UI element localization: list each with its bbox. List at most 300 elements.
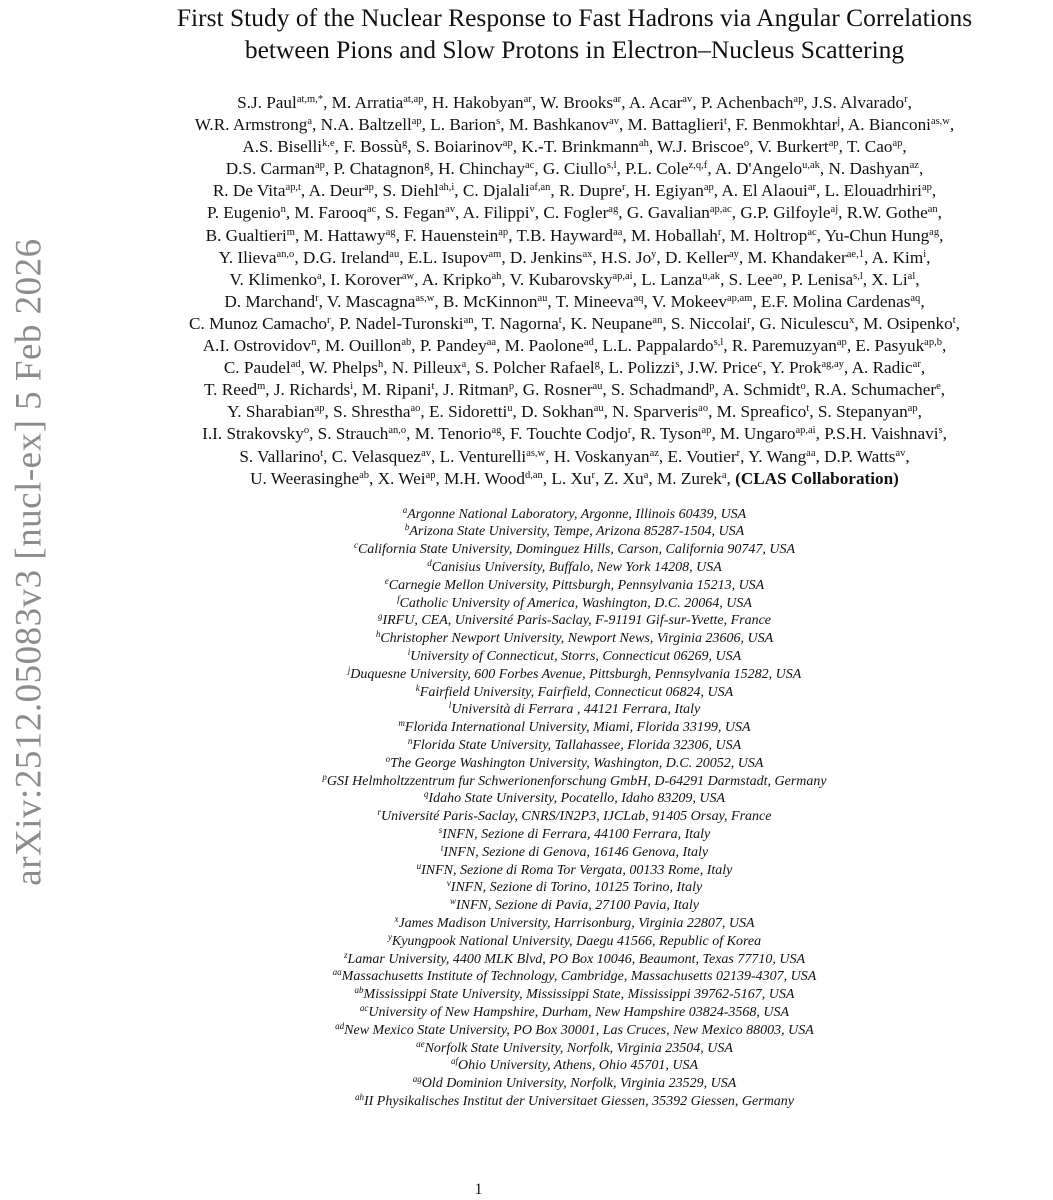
author-affiliation-marks: aq [633, 292, 644, 304]
author-entry: G.P. Gilfoyle$^{aj}$, [740, 203, 843, 223]
author-entry: P.S.H. Vaishnavi$^s$, [824, 424, 947, 444]
author-entry: C. Djalali$^{af,an}$, [462, 181, 555, 201]
author-name: S.J. Paul [237, 93, 297, 112]
author-entry: C. Munoz Camacho$^r$, [189, 313, 335, 333]
author-name: S. Vallarino [239, 446, 321, 466]
author-list [96, 92, 1053, 490]
author-entry: I.I. Strakovsky$^o$, [202, 424, 314, 444]
affiliation-key: n [407, 736, 413, 747]
author-name: P. Eugenio [207, 203, 281, 223]
author-entry: S. Lee$^{ao}$, [728, 269, 787, 289]
author-entry: R.A. Schumacher$^e$, [814, 380, 946, 400]
author-entry: M. Ouillon$^{ab}$, [324, 336, 416, 356]
author-name: C. Fogler [543, 203, 609, 223]
author-name: P.S.H. Vaishnavi [824, 424, 939, 444]
author-affiliation-marks: ag [929, 226, 940, 238]
author-entry: H. Chinchay$^{ac}$, [438, 159, 539, 179]
affiliation-item [96, 951, 1053, 969]
author-name: P. Pandey [419, 336, 487, 356]
author-name: L.L. Pappalardo [602, 336, 714, 356]
affiliation-item [96, 737, 1053, 755]
paper-title [96, 0, 1053, 66]
author-entry: C. Velasquez$^{av}$, [331, 446, 436, 466]
author-affiliation-marks: r [717, 226, 722, 238]
author-affiliation-marks: ao [698, 403, 709, 415]
author-name: I. Korover [330, 269, 402, 289]
author-affiliation-marks: an,o [276, 248, 295, 260]
author-entry: W.R. Armstrong$^a$, [194, 115, 317, 135]
author-affiliation-marks: ap [425, 469, 436, 481]
author-name: R. Dupre [559, 181, 623, 201]
author-entry: A.S. Biselli$^{k,e}$, [242, 137, 339, 157]
author-entry: A. El Alaoui$^{ar}$, [721, 181, 821, 201]
affiliation-text: Université Paris-Saclay, CNRS/IN2P3, IJCLab, 91405 Orsay, France [381, 809, 772, 825]
author-entry: M. Spreafico$^t$, [716, 402, 814, 422]
author-entry: C. Paudel$^{ad}$, [223, 358, 305, 378]
author-name: E.L. Isupov [407, 247, 489, 267]
author-entry: N. Pilleux$^a$, [391, 358, 471, 378]
author-entry: D.S. Carman$^{ap}$, [225, 159, 330, 179]
author-affiliation-marks: a [643, 469, 649, 481]
author-name: H. Voskanyan [553, 446, 650, 466]
author-affiliation-marks: a [461, 359, 467, 371]
author-affiliation-marks: aw [401, 270, 415, 282]
author-entry: R. Tyson$^{ap}$, [640, 424, 716, 444]
author-affiliation-marks: ao [772, 270, 783, 282]
author-affiliation-marks: p [709, 381, 715, 393]
author-affiliation-marks: o [743, 138, 750, 150]
author-name: B. McKinnon [442, 291, 538, 311]
author-entry: R. Paremuzyan$^{ap}$, [731, 336, 852, 356]
author-name: P. Chatagnon [333, 159, 425, 179]
affiliation-text: IRFU, CEA, Université Paris-Saclay, F-91191 Gif-sur-Yvette, France [382, 613, 772, 629]
author-name: E. Sidoretti [429, 402, 508, 422]
affiliation-key: ab [354, 985, 364, 996]
author-name: R. Paremuzyan [731, 336, 837, 356]
author-entry: N. Sparveris$^{ao}$, [612, 402, 713, 422]
affiliation-text: University of Connecticut, Storrs, Connecticut 06269, USA [410, 649, 742, 665]
author-affiliation-marks: t [724, 116, 727, 128]
affiliation-item [96, 630, 1053, 648]
author-affiliation-marks: an [652, 314, 663, 326]
author-affiliation-marks: ae,1 [846, 248, 864, 260]
author-name: L. Elouadrhiri [824, 181, 922, 201]
author-affiliation-marks: c [757, 359, 763, 371]
author-affiliation-marks: av [682, 94, 693, 105]
author-entry: T. Cao$^{ap}$, [846, 137, 907, 157]
author-entry: D. Sokhan$^{au}$, [521, 402, 608, 422]
author-name: T. Nagorna [481, 313, 559, 333]
author-affiliation-marks: ap [921, 182, 932, 194]
affiliation-text: Kyungpook National University, Daegu 41566, Republic of Korea [391, 933, 762, 949]
author-name: A.I. Ostrovidov [202, 336, 312, 356]
author-entry: H. Voskanyan$^{az}$, [553, 446, 664, 466]
author-affiliation-marks: m [257, 381, 266, 393]
author-affiliation-marks: k,e [322, 138, 335, 150]
author-name: R.W. Gothe [846, 203, 928, 223]
author-name: H.S. Jo [601, 247, 652, 267]
author-affiliation-marks: n [311, 337, 317, 349]
author-affiliation-marks: u [507, 403, 513, 415]
author-affiliation-marks: u,ak [702, 270, 721, 282]
author-entry: V. Kubarovsky$^{ap,ai}$, [509, 269, 637, 289]
affiliation-item [96, 701, 1053, 719]
author-entry: W.J. Briscoe$^o$, [657, 137, 754, 157]
author-entry: T. Nagorna$^t$, [481, 313, 567, 333]
author-affiliation-marks: as,w [930, 116, 950, 128]
author-name: M. Bashkanov [508, 115, 610, 135]
author-name: H. Hakobyan [431, 93, 524, 112]
author-entry: S. Boiarinov$^{ap}$, [415, 137, 518, 157]
author-name: A. Deur [308, 181, 364, 201]
author-entry: I. Korover$^{aw}$, [330, 269, 419, 289]
affiliation-text: Florida State University, Tallahassee, Florida 32306, USA [412, 738, 742, 754]
author-entry: R.W. Gothe$^{an}$, [846, 203, 942, 223]
author-name: A. Bianconi [847, 115, 931, 135]
author-entry: L.L. Pappalardo$^{s,l}$, [602, 336, 728, 356]
author-affiliation-marks: ap [703, 182, 714, 194]
author-affiliation-marks: i [350, 381, 354, 393]
author-name: T.B. Hayward [516, 225, 614, 245]
author-affiliation-marks: aa [486, 337, 497, 349]
author-name: X. Li [871, 269, 908, 289]
affiliation-text: INFN, Sezione di Pavia, 27100 Pavia, Italy [456, 898, 700, 914]
author-name: T. Mineeva [555, 291, 634, 311]
author-entry: E. Voutier$^r$, [667, 446, 745, 466]
author-affiliation-marks: r [904, 94, 908, 105]
affiliation-key: v [446, 878, 451, 889]
author-affiliation-marks: au [593, 403, 604, 415]
affiliation-key: r [377, 807, 382, 818]
author-entry: P. Nadel-Turonski$^{an}$, [339, 313, 478, 333]
author-entry: D. Keller$^{ay}$, [665, 247, 744, 267]
author-affiliation-marks: am [488, 248, 502, 260]
author-entry: S. Diehl$^{ah,i}$, [382, 181, 459, 201]
author-name: E.F. Molina Cardenas [760, 291, 911, 311]
author-name: Y. Prok [770, 358, 822, 378]
author-name: D. Marchand [224, 291, 316, 311]
author-entry: B. McKinnon$^{au}$, [442, 291, 552, 311]
affiliation-key: m [398, 718, 405, 729]
author-entry: M. Zurek$^a$, [656, 468, 731, 488]
author-name: R. Tyson [640, 424, 702, 444]
author-affiliation-marks: s,l [713, 337, 724, 349]
author-entry: M. Holtrop$^{ac}$, [729, 225, 821, 245]
affiliation-item [96, 1093, 1053, 1111]
author-name: J.S. Alvarado [811, 93, 905, 112]
author-entry: Y. Ilieva$^{an,o}$, [218, 247, 299, 267]
author-name: S. Schadmand [610, 380, 710, 400]
author-name: X. Wei [377, 468, 426, 488]
author-affiliation-marks: n [280, 204, 286, 216]
author-name: S. Niccolai [670, 313, 748, 333]
affiliation-key: u [416, 860, 422, 871]
author-affiliation-marks: ap [314, 403, 325, 415]
author-affiliation-marks: s,l [853, 270, 863, 282]
author-name: M. Paolone [504, 336, 584, 356]
author-name: D.S. Carman [225, 159, 316, 179]
author-affiliation-marks: r [622, 182, 626, 194]
author-affiliation-marks: ac [807, 226, 817, 238]
affiliation-key: ah [354, 1091, 364, 1102]
author-entry: H. Hakobyan$^{ar}$, [431, 93, 537, 112]
affiliation-item [96, 986, 1053, 1004]
author-entry: G. Ciullo$^{s,l}$, [542, 159, 621, 179]
affiliation-text: INFN, Sezione di Ferrara, 44100 Ferrara, Italy [442, 827, 711, 843]
author-name: E. Voutier [667, 446, 737, 466]
author-affiliation-marks: ax [582, 248, 593, 260]
author-affiliation-marks: ap [828, 138, 839, 150]
affiliation-key: a [402, 504, 408, 515]
author-name: S. Strauch [317, 424, 389, 444]
author-entry: J.W. Price$^c$, [688, 358, 767, 378]
author-affiliation-marks: d,an [524, 469, 543, 481]
author-affiliation-marks: ac [524, 160, 535, 172]
author-entry: A. Bianconi$^{as,w}$, [847, 115, 955, 135]
author-affiliation-marks: ap,t [285, 182, 301, 194]
affiliation-item [96, 506, 1053, 524]
affiliation-key: b [404, 522, 410, 533]
author-affiliation-marks: at,ap [403, 94, 424, 105]
author-affiliation-marks: av [445, 204, 455, 216]
affiliation-key: e [384, 575, 389, 586]
author-entry: D.G. Ireland$^{au}$, [302, 247, 404, 267]
author-affiliation-marks: ag [385, 226, 396, 238]
author-affiliation-marks: ap [315, 160, 325, 172]
affiliation-key: s [438, 825, 443, 836]
author-name: P. Achenbach [700, 93, 794, 112]
author-name: M. Holtrop [729, 225, 808, 245]
author-affiliation-marks: au [592, 381, 603, 393]
author-affiliation-marks: ao [410, 403, 421, 415]
author-name: P.L. Cole [625, 159, 689, 179]
author-entry: M. Hoballah$^r$, [630, 225, 726, 245]
author-entry: M. Tenorio$^{ag}$, [414, 424, 506, 444]
author-affiliation-marks: aa [806, 447, 816, 459]
affiliation-item [96, 1040, 1053, 1058]
affiliation-item [96, 844, 1053, 862]
author-affiliation-marks: s [675, 359, 680, 371]
author-name: D. Sokhan [521, 402, 594, 422]
author-name: H. Chinchay [438, 159, 525, 179]
affiliation-text: Fairfield University, Fairfield, Connecticut 06824, USA [419, 684, 734, 700]
author-name: G. Niculescu [759, 313, 850, 333]
affiliation-text: New Mexico State University, PO Box 30001, Las Cruces, New Mexico 88003, USA [344, 1022, 814, 1038]
affiliation-item [96, 1075, 1053, 1093]
author-name: M. Tenorio [414, 424, 492, 444]
affiliation-text: Christopher Newport University, Newport News, Virginia 23606, USA [380, 631, 774, 647]
author-name: M. Battaglieri [627, 115, 725, 135]
affiliation-key: af [450, 1056, 458, 1067]
author-entry: X. Wei$^{ap}$, [377, 468, 440, 488]
author-affiliation-marks: y [651, 248, 657, 260]
author-entry: F. Touchte Codjo$^r$, [510, 424, 636, 444]
affiliation-item [96, 648, 1053, 666]
author-name: P. Lenisa [791, 269, 854, 289]
author-affiliation-marks: ap,ai [612, 270, 633, 282]
author-name: M. Osipenko [862, 313, 953, 333]
author-name: C. Paudel [223, 358, 291, 378]
author-entry: E.L. Isupov$^{am}$, [407, 247, 506, 267]
author-affiliation-marks: ap [836, 337, 847, 349]
author-name: D. Jenkins [509, 247, 583, 267]
author-name: A. Schmidt [722, 380, 801, 400]
author-name: A. Acar [628, 93, 683, 112]
author-entry: K. Neupane$^{an}$, [570, 313, 667, 333]
author-affiliation-marks: an [463, 314, 474, 326]
author-entry: L. Lanza$^{u,ak}$, [641, 269, 725, 289]
affiliation-text: Università di Ferrara , 44121 Ferrara, Italy [451, 702, 701, 718]
affiliation-text: University of New Hampshire, Durham, New Hampshire 03824-3568, USA [368, 1005, 790, 1020]
author-affiliation-marks: r [315, 292, 319, 304]
author-entry: M. Battaglieri$^t$, [627, 115, 732, 135]
author-name: S. Polcher Rafael [474, 358, 595, 378]
affiliation-key: c [353, 540, 358, 551]
author-entry: A. Filippi$^v$, [462, 203, 540, 223]
author-entry: S. Shrestha$^{ao}$, [333, 402, 425, 422]
author-affiliation-marks: ap,ac [709, 204, 732, 216]
author-affiliation-marks: ag [608, 204, 619, 216]
author-entry: M. Ungaro$^{ap,ai}$, [720, 424, 820, 444]
affiliation-text: INFN, Sezione di Roma Tor Vergata, 00133 Rome, Italy [421, 862, 733, 878]
author-affiliation-marks: ap [793, 94, 804, 105]
author-name: V. Kubarovsky [509, 269, 613, 289]
author-affiliation-marks: ap,ai [795, 425, 816, 437]
author-name: S. Stepanyan [817, 402, 908, 422]
author-entry: S. Schadmand$^p$, [610, 380, 719, 400]
author-entry: T.B. Hayward$^{aa}$, [516, 225, 627, 245]
author-name: S. Lee [728, 269, 773, 289]
author-entry: S. Niccolai$^r$, [670, 313, 756, 333]
author-entry: A. Radic$^{ar}$, [851, 358, 926, 378]
author-affiliation-marks: as,w [415, 292, 435, 304]
affiliation-text: Idaho State University, Pocatello, Idaho 83209, USA [428, 791, 726, 807]
author-affiliation-marks: ap,b [924, 337, 942, 349]
affiliation-item [96, 933, 1053, 951]
author-entry: L. Barion$^s$, [430, 115, 505, 135]
author-entry: M. Osipenko$^t$, [862, 313, 960, 333]
affiliation-item [96, 897, 1053, 915]
author-name: F. Bossù [343, 137, 403, 157]
author-name: W. Phelps [308, 358, 378, 378]
author-entry: S. Stepanyan$^{ap}$, [817, 402, 922, 422]
author-affiliation-marks: r [591, 469, 595, 481]
affiliation-key: z [343, 949, 348, 960]
affiliation-item [96, 862, 1053, 880]
author-affiliation-marks: af,an [529, 182, 551, 194]
author-name: U. Weerasinghe [250, 468, 360, 488]
author-entry: G. Niculescu$^x$, [759, 313, 859, 333]
affiliation-item [96, 755, 1053, 773]
author-affiliation-marks: t [952, 314, 956, 326]
author-name: E. Pasyuk [855, 336, 925, 356]
affiliation-text: Duquesne University, 600 Forbes Avenue, Pittsburgh, Pennsylvania 15282, USA [350, 666, 802, 682]
author-name: K.-T. Brinkmann [521, 137, 639, 157]
author-entry: D. Jenkins$^{ax}$, [509, 247, 597, 267]
author-entry: T. Mineeva$^{aq}$, [555, 291, 648, 311]
author-affiliation-marks: az [909, 160, 919, 172]
author-name: D.G. Ireland [302, 247, 390, 267]
page-number: 1 [474, 1181, 483, 1198]
author-affiliation-marks: ag,ay [821, 359, 844, 371]
author-affiliation-marks: aa [613, 226, 623, 238]
author-affiliation-marks: ar [523, 94, 532, 105]
author-name: J. Richards [273, 380, 351, 400]
author-name: L. Venturelli [439, 446, 527, 466]
author-name: J.W. Price [688, 358, 758, 378]
author-entry: E. Sidoretti$^u$, [429, 402, 517, 422]
affiliation-item [96, 523, 1053, 541]
author-affiliation-marks: ap [363, 182, 374, 194]
author-entry: G. Gavalian$^{ap,ac}$, [626, 203, 737, 223]
affiliation-text: Massachusetts Institute of Technology, Cambridge, Massachusetts 02139-4307, USA [341, 969, 817, 985]
author-entry: F. Bossù$^g$, [343, 137, 412, 157]
author-entry: V. Mokeev$^{ap,am}$, [651, 291, 757, 311]
collaboration-name: (CLAS Collaboration) [735, 468, 899, 488]
author-affiliation-marks: au [389, 248, 400, 260]
affiliation-item [96, 595, 1053, 613]
author-name: P. Nadel-Turonski [339, 313, 464, 333]
author-entry: R. De Vita$^{ap,t}$, [212, 181, 306, 201]
author-entry: M.H. Wood$^{d,an}$, [444, 468, 548, 488]
author-name: A. Kripko [421, 269, 492, 289]
author-entry: F. Benmokhtar$^j$, [735, 115, 845, 135]
author-name: N. Sparveris [612, 402, 699, 422]
arxiv-side-stamp [4, 0, 54, 1200]
author-entry: M. Ripani$^t$, [361, 380, 439, 400]
author-entry: U. Weerasinghe$^{ab}$, [250, 468, 374, 488]
paper-first-page [96, 0, 1053, 1111]
affiliation-list [96, 506, 1053, 1111]
author-entry: S. Fegan$^{av}$, [384, 203, 460, 223]
author-name: A.S. Biselli [242, 137, 323, 157]
author-affiliation-marks: ah,i [438, 182, 455, 194]
affiliation-text: California State University, Dominguez Hills, Carson, California 90747, USA [357, 542, 796, 558]
author-entry: C. Fogler$^{ag}$, [543, 203, 623, 223]
affiliation-text: Norfolk State University, Norfolk, Virginia 23504, USA [424, 1040, 733, 1056]
author-affiliation-marks: g [424, 160, 430, 172]
affiliation-item [96, 968, 1053, 986]
author-affiliation-marks: r [327, 314, 331, 326]
author-entry: P. Lenisa$^{s,l}$, [791, 269, 868, 289]
author-entry: H. Egiyan$^{ap}$, [634, 181, 719, 201]
author-affiliation-marks: t [558, 314, 562, 326]
author-affiliation-marks: s [938, 425, 943, 437]
affiliation-text: INFN, Sezione di Torino, 10125 Torino, Italy [450, 880, 703, 896]
author-entry: N. Dashyan$^{az}$, [828, 159, 924, 179]
author-affiliation-marks: az [649, 447, 659, 459]
affiliation-key: d [427, 558, 432, 569]
author-affiliation-marks: an [927, 204, 938, 216]
author-entry: B. Gualtieri$^m$, [205, 225, 300, 245]
author-entry: M. Paolone$^{ad}$, [504, 336, 599, 356]
author-affiliation-marks: g [402, 138, 408, 150]
author-affiliation-marks: ar [912, 359, 921, 371]
affiliation-key: k [415, 682, 420, 693]
author-affiliation-marks: e [936, 381, 941, 393]
author-name: H. Egiyan [634, 181, 704, 201]
author-name: D. Keller [665, 247, 729, 267]
author-entry: P. Chatagnon$^g$, [333, 159, 434, 179]
author-name: G. Rosner [522, 380, 593, 400]
author-affiliation-marks: ap,am [726, 292, 753, 304]
author-affiliation-marks: x [849, 314, 855, 326]
author-name: I.I. Strakovsky [202, 424, 304, 444]
author-affiliation-marks: ab [359, 469, 370, 481]
author-affiliation-marks: t [320, 447, 324, 459]
affiliation-text: Mississippi State University, Mississippi State, Mississippi 39762-5167, USA [363, 987, 795, 1003]
author-name: V. Burkert [757, 137, 829, 157]
